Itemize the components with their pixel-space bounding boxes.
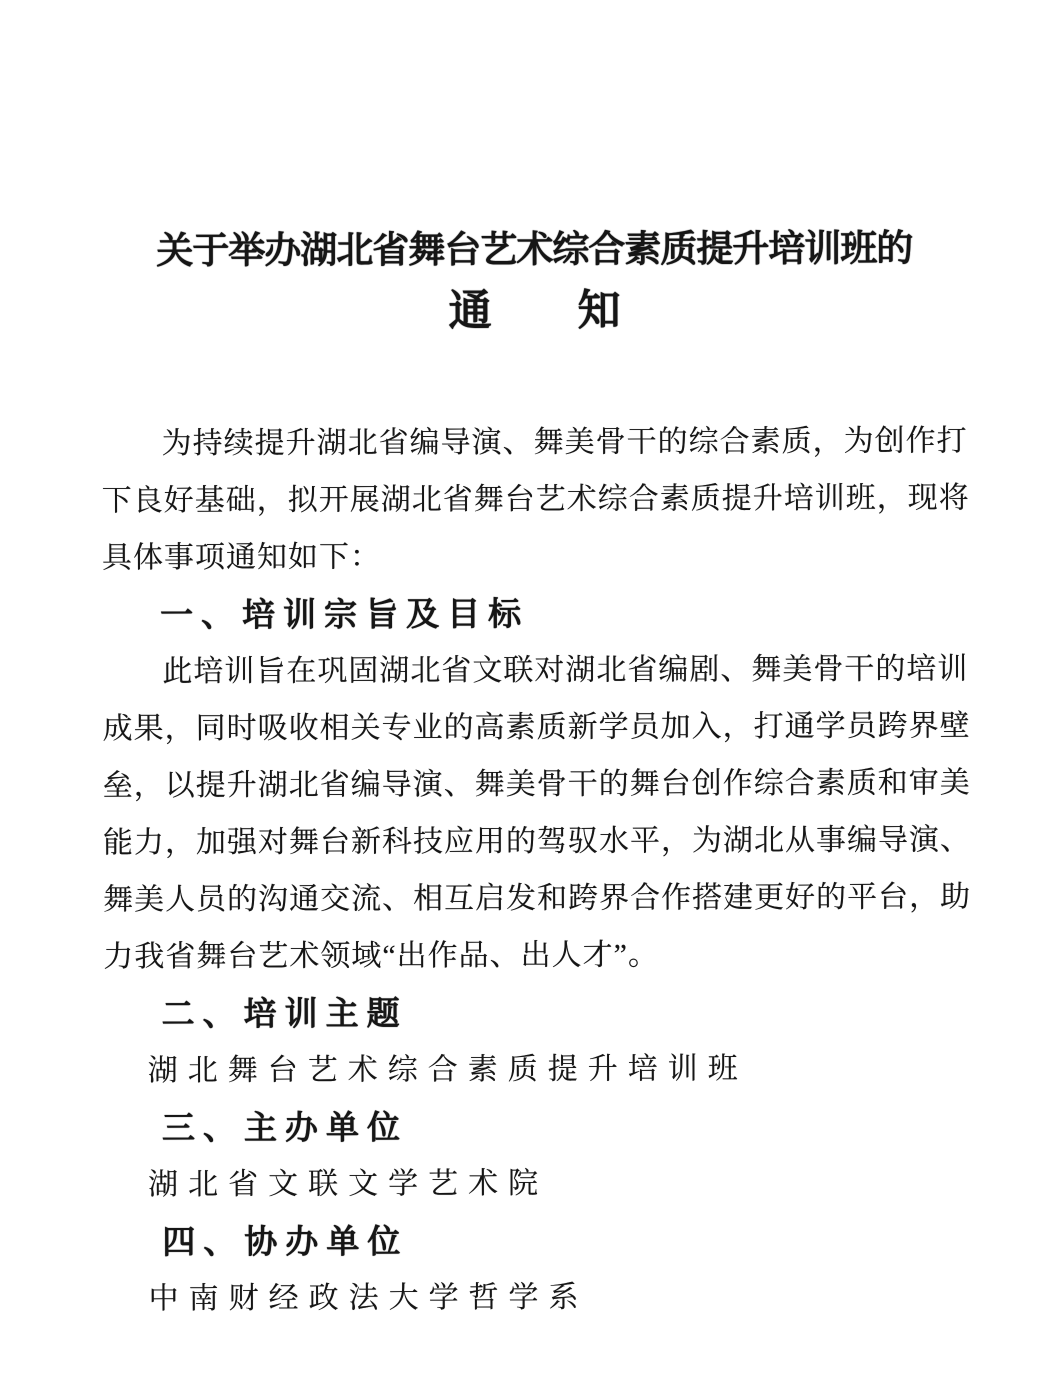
section-3-heading: 三、主办单位 — [161, 1108, 408, 1147]
text-line: 成果，同时吸收相关专业的高素质新学员加入，打通学员跨界壁 — [102, 709, 971, 746]
document-title-line2: 通 知 — [448, 287, 621, 336]
section-3 — [104, 1096, 971, 1213]
section-4 — [104, 1210, 971, 1327]
text-line: 具体事项通知如下： — [101, 540, 382, 575]
text-line: 下良好基础，拟开展湖北省舞台艺术综合素质提升培训班，现将 — [101, 481, 970, 518]
text-line: 为持续提升湖北省编导演、舞美骨干的综合素质，为创作打 — [161, 424, 968, 461]
section-2-item: 湖北舞台艺术综合素质提升培训班 — [147, 1052, 748, 1088]
section-3-item: 湖北省文联文学艺术院 — [148, 1166, 549, 1202]
section-1 — [102, 583, 970, 985]
section-2-heading: 二、培训主题 — [161, 994, 408, 1033]
section-1-heading: 一、培训宗旨及目标 — [160, 594, 530, 634]
section-2 — [103, 982, 970, 1099]
text-line: 舞美人员的沟通交流、相互启发和跨界合作搭建更好的平台，助 — [103, 880, 972, 917]
text-line: 能力，加强对舞台新科技应用的驾驭水平，为湖北从事编导演、 — [102, 823, 971, 860]
section-4-item: 中南财经政法大学哲学系 — [148, 1280, 589, 1316]
document-title-line1: 关于举办湖北省舞台艺术综合素质提升培训班的 — [156, 227, 913, 272]
text-line: 此培训旨在巩固湖北省文联对湖北省编剧、舞美骨干的培训 — [162, 652, 969, 689]
text-line: 垒，以提升湖北省编导演、舞美骨干的舞台创作综合素质和审美 — [102, 766, 971, 803]
section-4-heading: 四、协办单位 — [162, 1222, 409, 1261]
intro-paragraph — [101, 412, 969, 586]
text-line: 力我省舞台艺术领域“出作品、出人才”。 — [103, 938, 660, 974]
